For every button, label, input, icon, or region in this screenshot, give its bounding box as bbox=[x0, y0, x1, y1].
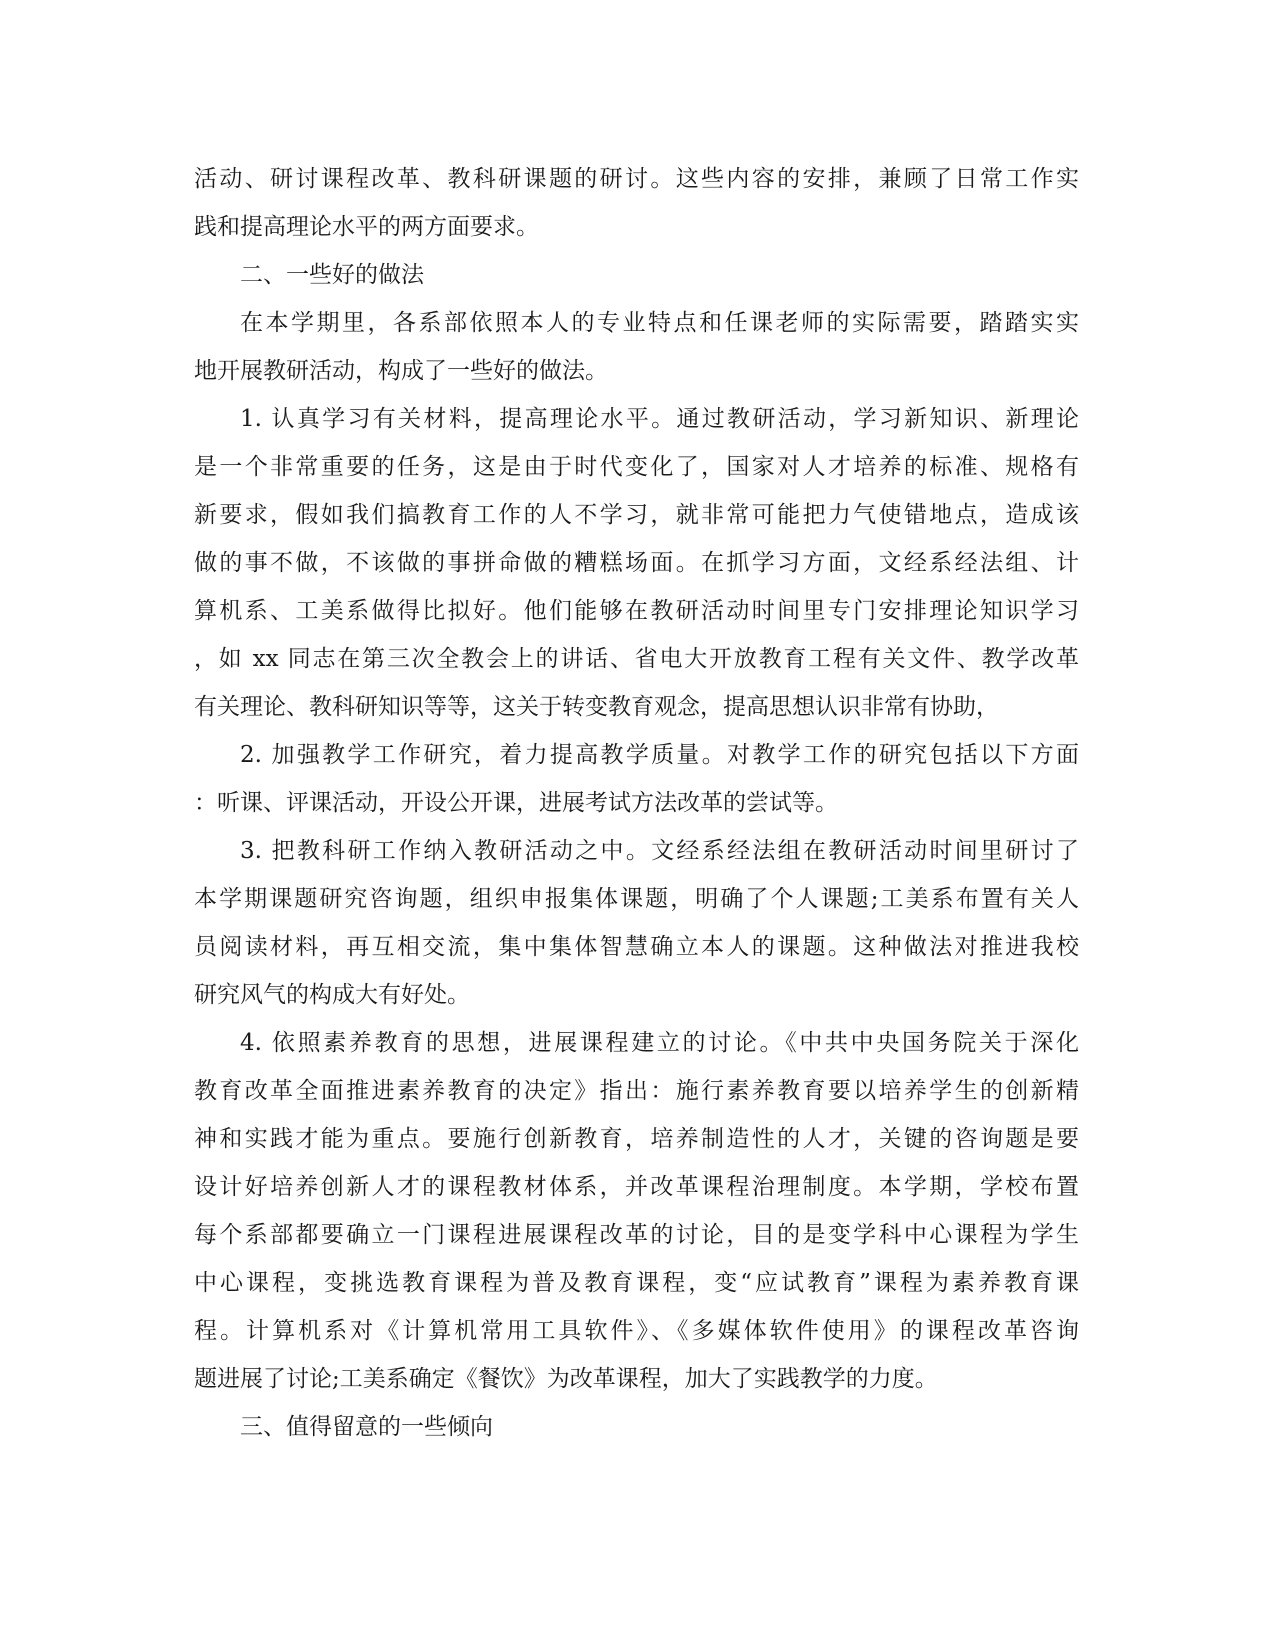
text-line: 2. 加强教学工作研究，着力提高教学质量。对教学工作的研究包括以下方面 bbox=[240, 742, 1079, 768]
text-line: ，如 xx 同志在第三次全教会上的讲话、省电大开放教育工程有关文件、教学改革 bbox=[194, 646, 1079, 672]
text-line: 是一个非常重要的任务，这是由于时代变化了，国家对人才培养的标准、规格有 bbox=[194, 454, 1079, 480]
text-line: 员阅读材料，再互相交流，集中集体智慧确立本人的课题。这种做法对推进我校 bbox=[194, 934, 1079, 960]
text-line: 研究风气的构成大有好处。 bbox=[194, 982, 470, 1008]
text-line: 三、值得留意的一些倾向 bbox=[240, 1414, 493, 1440]
document-body bbox=[194, 155, 1079, 1451]
text-line: 题进展了讨论;工美系确定《餐饮》为改革课程，加大了实践教学的力度。 bbox=[194, 1366, 938, 1392]
paragraph bbox=[194, 1403, 1079, 1451]
text-line: 二、一些好的做法 bbox=[240, 262, 424, 288]
paragraph bbox=[194, 1019, 1079, 1403]
text-line: 有关理论、教科研知识等等，这关于转变教育观念，提高思想认识非常有协助， bbox=[194, 694, 999, 720]
paragraph bbox=[194, 827, 1079, 1019]
paragraph bbox=[194, 299, 1079, 395]
text-line: 每个系部都要确立一门课程进展课程改革的讨论，目的是变学科中心课程为学生 bbox=[194, 1222, 1079, 1248]
paragraph bbox=[194, 395, 1079, 731]
text-line: 设计好培养创新人才的课程教材体系，并改革课程治理制度。本学期，学校布置 bbox=[194, 1174, 1079, 1200]
text-line: ：听课、评课活动，开设公开课，进展考试方法改革的尝试等。 bbox=[194, 790, 838, 816]
text-line: 1. 认真学习有关材料，提高理论水平。通过教研活动，学习新知识、新理论 bbox=[240, 406, 1079, 432]
text-line: 神和实践才能为重点。要施行创新教育，培养制造性的人才，关键的咨询题是要 bbox=[194, 1126, 1079, 1152]
text-line: 活动、研讨课程改革、教科研课题的研讨。这些内容的安排，兼顾了日常工作实 bbox=[194, 166, 1079, 192]
text-line: 新要求，假如我们搞教育工作的人不学习，就非常可能把力气使错地点，造成该 bbox=[194, 502, 1079, 528]
paragraph bbox=[194, 731, 1079, 827]
text-line: 做的事不做，不该做的事拼命做的糟糕场面。在抓学习方面，文经系经法组、计 bbox=[194, 550, 1079, 576]
text-line: 践和提高理论水平的两方面要求。 bbox=[194, 214, 539, 240]
text-line: 地开展教研活动，构成了一些好的做法。 bbox=[194, 358, 608, 384]
paragraph bbox=[194, 155, 1079, 251]
text-line: 程。计算机系对《计算机常用工具软件》、《多媒体软件使用》的课程改革咨询 bbox=[194, 1318, 1079, 1344]
text-line: 中心课程，变挑选教育课程为普及教育课程，变“应试教育”课程为素养教育课 bbox=[194, 1270, 1079, 1296]
paragraph bbox=[194, 251, 1079, 299]
text-line: 教育改革全面推进素养教育的决定》指出：施行素养教育要以培养学生的创新精 bbox=[194, 1078, 1079, 1104]
text-line: 本学期课题研究咨询题，组织申报集体课题，明确了个人课题;工美系布置有关人 bbox=[194, 886, 1079, 912]
text-line: 3. 把教科研工作纳入教研活动之中。文经系经法组在教研活动时间里研讨了 bbox=[240, 838, 1079, 864]
text-line: 4. 依照素养教育的思想，进展课程建立的讨论。《中共中央国务院关于深化 bbox=[240, 1030, 1079, 1056]
text-line: 在本学期里，各系部依照本人的专业特点和任课老师的实际需要，踏踏实实 bbox=[240, 310, 1079, 336]
text-line: 算机系、工美系做得比拟好。他们能够在教研活动时间里专门安排理论知识学习 bbox=[194, 598, 1079, 624]
